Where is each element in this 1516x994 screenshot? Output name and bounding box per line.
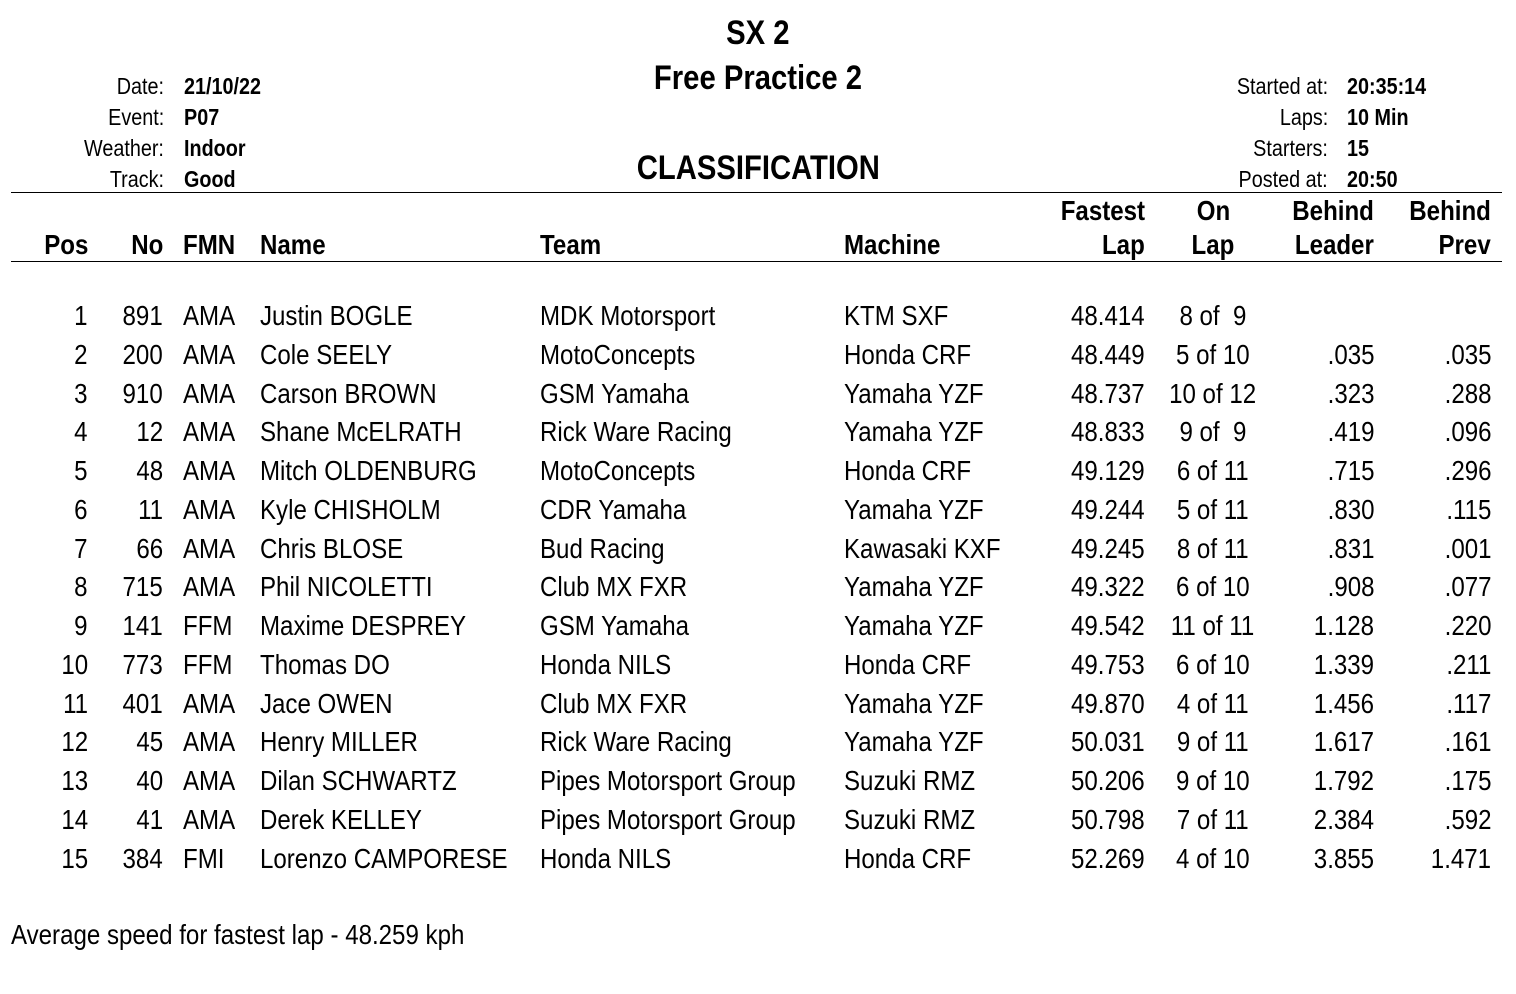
behind-prev-cell: .220 [1444,610,1491,641]
fastest-lap-cell: 49.753 [1071,648,1145,680]
fmn-cell: AMA [183,416,236,448]
behind-leader-cell [1270,296,1374,335]
fmn-cell: AMA [183,455,236,486]
team-cell: Rick Ware Racing [540,416,732,448]
fastest-lap-cell: 49.245 [1071,532,1145,564]
machine-cell: Honda CRF [844,648,972,680]
rider-name-cell: Maxime DESPREY [260,610,467,641]
laps-label: Laps: [1279,104,1328,130]
machine-cell: Yamaha YZF [844,377,984,409]
session-title: Free Practice 2 [653,59,863,97]
number-cell: 200 [122,338,163,370]
average-speed-note: Average speed for fastest lap - 48.259 kph [11,919,465,950]
pos-cell: 12 [61,726,88,758]
behind-leader-cell: 1.792 [1313,765,1374,796]
rider-name-cell: Chris BLOSE [260,532,404,564]
rider-name-cell: Cole SEELY [260,338,393,370]
col-behind-leader-line2: Leader [1295,229,1374,260]
col-fmn: FMN [183,229,236,260]
pos-cell: 2 [74,338,88,370]
pos-cell: 5 [74,455,88,486]
rider-name-cell: Carson BROWN [260,377,437,409]
fastest-lap-cell: 48.414 [1071,300,1145,331]
pos-cell: 8 [74,571,88,603]
team-cell: Honda NILS [540,842,672,874]
team-cell: Honda NILS [540,648,672,680]
behind-leader-cell: 1.456 [1313,687,1374,719]
behind-leader-cell: 1.128 [1313,610,1374,641]
starters-value: 15 [1347,135,1370,161]
on-lap-cell: 7 of 11 [1177,803,1249,835]
fmn-cell: AMA [183,726,236,758]
on-lap-cell: 6 of 11 [1177,455,1249,486]
pos-cell: 6 [74,493,88,525]
posted-value: 20:50 [1347,166,1398,192]
team-cell: MDK Motorsport [540,300,716,331]
number-cell: 11 [137,493,163,525]
behind-prev-cell: .211 [1445,648,1491,680]
number-cell: 401 [122,687,163,719]
fmn-cell: AMA [183,803,236,835]
number-cell: 715 [122,571,163,603]
col-no: No [130,229,163,260]
number-cell: 773 [122,648,163,680]
track-value: Good [184,166,236,192]
started-value: 20:35:14 [1347,73,1427,99]
behind-prev-cell: .288 [1444,377,1491,409]
table-row [0,645,1516,684]
team-cell: CDR Yamaha [540,493,687,525]
pos-cell: 15 [61,842,88,874]
fmn-cell: FMI [183,842,225,874]
team-cell: Club MX FXR [540,687,688,719]
machine-cell: Honda CRF [844,338,972,370]
pos-cell: 4 [74,416,88,448]
pos-cell: 14 [61,803,88,835]
date-label: Date: [116,73,164,99]
team-cell: MotoConcepts [540,338,696,370]
on-lap-cell: 8 of 11 [1177,532,1249,564]
team-cell: MotoConcepts [540,455,696,486]
fmn-cell: AMA [183,300,236,331]
team-cell: GSM Yamaha [540,377,690,409]
behind-prev-cell: .001 [1444,532,1491,564]
number-cell: 141 [122,610,163,641]
team-cell: Pipes Motorsport Group [540,765,796,796]
on-lap-cell: 5 of 11 [1177,493,1249,525]
behind-leader-cell: 1.617 [1313,726,1374,758]
col-fastest-line2: Lap [1102,229,1145,260]
number-cell: 41 [136,803,163,835]
on-lap-cell: 8 of 9 [1179,300,1247,331]
number-cell: 12 [136,416,163,448]
machine-cell: Honda CRF [844,455,972,486]
number-cell: 384 [122,842,163,874]
fmn-cell: AMA [183,377,236,409]
pos-cell: 9 [74,610,88,641]
table-row [0,529,1516,568]
laps-value: 10 Min [1347,104,1409,130]
fmn-cell: AMA [183,493,236,525]
machine-cell: Suzuki RMZ [844,765,976,796]
behind-leader-cell: 3.855 [1313,842,1374,874]
table-row [0,451,1516,490]
fastest-lap-cell: 50.031 [1071,726,1145,758]
machine-cell: Suzuki RMZ [844,803,976,835]
machine-cell: Yamaha YZF [844,687,984,719]
on-lap-cell: 6 of 10 [1176,571,1250,603]
pos-cell: 1 [74,300,88,331]
on-lap-cell: 6 of 10 [1176,648,1250,680]
fastest-lap-cell: 48.449 [1071,338,1145,370]
col-onlap-line1: On [1196,195,1230,226]
behind-prev-cell [1390,296,1491,335]
weather-label: Weather: [84,135,164,161]
col-name: Name [260,229,326,260]
fmn-cell: AMA [183,532,236,564]
pos-cell: 3 [74,377,88,409]
pos-cell: 7 [74,532,88,564]
table-row [0,412,1516,451]
machine-cell: Kawasaki KXF [844,532,1001,564]
fastest-lap-cell: 50.798 [1071,803,1145,835]
started-label: Started at: [1236,73,1328,99]
on-lap-cell: 9 of 11 [1177,726,1249,758]
rider-name-cell: Phil NICOLETTI [260,571,433,603]
team-cell: Bud Racing [540,532,665,564]
pos-cell: 13 [61,765,88,796]
rider-name-cell: Henry MILLER [260,726,418,758]
on-lap-cell: 4 of 10 [1176,842,1250,874]
team-cell: Pipes Motorsport Group [540,803,796,835]
table-row [0,374,1516,413]
col-onlap-line2: Lap [1191,229,1235,260]
table-row [0,335,1516,374]
behind-leader-cell: .908 [1327,571,1374,603]
table-row [0,800,1516,839]
rider-name-cell: Dilan SCHWARTZ [260,765,457,796]
behind-prev-cell: .592 [1444,803,1491,835]
number-cell: 45 [136,726,163,758]
rider-name-cell: Jace OWEN [260,687,393,719]
machine-cell: Yamaha YZF [844,726,984,758]
table-row [0,722,1516,761]
col-behind-prev-line1: Behind [1409,195,1491,226]
fmn-cell: FFM [183,610,233,641]
machine-cell: Yamaha YZF [844,571,984,603]
col-team: Team [540,229,602,260]
series-title: SX 2 [726,14,790,52]
behind-leader-cell: 1.339 [1313,648,1374,680]
table-row [0,296,1516,335]
col-machine: Machine [844,229,941,260]
behind-prev-cell: 1.471 [1430,842,1491,874]
behind-prev-cell: .096 [1444,416,1491,448]
weather-value: Indoor [184,135,246,161]
classification-heading: CLASSIFICATION [636,149,880,187]
on-lap-cell: 11 of 11 [1171,610,1255,641]
behind-prev-cell: .296 [1444,455,1491,486]
rider-name-cell: Justin BOGLE [260,300,413,331]
rider-name-cell: Shane McELRATH [260,416,462,448]
starters-label: Starters: [1253,135,1328,161]
fmn-cell: AMA [183,571,236,603]
table-row [0,490,1516,529]
col-pos: Pos [43,229,88,260]
behind-prev-cell: .115 [1445,493,1491,525]
col-behind-leader-line1: Behind [1292,195,1374,226]
machine-cell: Yamaha YZF [844,416,984,448]
number-cell: 40 [136,765,163,796]
machine-cell: KTM SXF [844,300,949,331]
rider-name-cell: Thomas DO [260,648,390,680]
behind-prev-cell: .175 [1444,765,1491,796]
fmn-cell: AMA [183,687,236,719]
fastest-lap-cell: 50.206 [1071,765,1145,796]
number-cell: 66 [136,532,163,564]
machine-cell: Yamaha YZF [844,493,984,525]
behind-prev-cell: .117 [1445,687,1491,719]
fmn-cell: FFM [183,648,233,680]
machine-cell: Honda CRF [844,842,972,874]
rider-name-cell: Kyle CHISHOLM [260,493,441,525]
rider-name-cell: Lorenzo CAMPORESE [260,842,508,874]
rider-name-cell: Mitch OLDENBURG [260,455,477,486]
fastest-lap-cell: 49.244 [1071,493,1145,525]
header-top-rule [11,192,1502,193]
pos-cell: 10 [61,648,88,680]
table-row [0,606,1516,645]
behind-prev-cell: .077 [1444,571,1491,603]
on-lap-cell: 5 of 10 [1176,338,1250,370]
table-row [0,684,1516,723]
number-cell: 910 [122,377,163,409]
fastest-lap-cell: 49.129 [1071,455,1145,486]
fastest-lap-cell: 49.870 [1071,687,1145,719]
behind-leader-cell: .323 [1327,377,1374,409]
fastest-lap-cell: 49.542 [1071,610,1145,641]
table-row [0,761,1516,800]
behind-leader-cell: .831 [1327,532,1374,564]
posted-label: Posted at: [1238,166,1328,192]
behind-leader-cell: .419 [1327,416,1374,448]
behind-prev-cell: .161 [1444,726,1491,758]
table-row [0,839,1516,878]
fastest-lap-cell: 49.322 [1071,571,1145,603]
behind-prev-cell: .035 [1444,338,1491,370]
event-value: P07 [184,104,220,130]
fastest-lap-cell: 48.833 [1071,416,1145,448]
machine-cell: Yamaha YZF [844,610,984,641]
col-fastest-line1: Fastest [1060,195,1145,226]
team-cell: Club MX FXR [540,571,688,603]
team-cell: Rick Ware Racing [540,726,732,758]
number-cell: 891 [122,300,163,331]
fmn-cell: AMA [183,338,236,370]
track-label: Track: [109,166,164,192]
date-value: 21/10/22 [184,73,261,99]
table-row [0,567,1516,606]
col-behind-prev-line2: Prev [1438,229,1491,260]
event-label: Event: [107,104,164,130]
rider-name-cell: Derek KELLEY [260,803,422,835]
fastest-lap-cell: 52.269 [1071,842,1145,874]
behind-leader-cell: 2.384 [1313,803,1374,835]
fmn-cell: AMA [183,765,236,796]
fastest-lap-cell: 48.737 [1071,377,1145,409]
on-lap-cell: 9 of 10 [1176,765,1250,796]
behind-leader-cell: .035 [1327,338,1374,370]
on-lap-cell: 9 of 9 [1179,416,1247,448]
team-cell: GSM Yamaha [540,610,690,641]
on-lap-cell: 4 of 11 [1177,687,1249,719]
number-cell: 48 [136,455,163,486]
behind-leader-cell: .715 [1327,455,1374,486]
pos-cell: 11 [62,687,88,719]
on-lap-cell: 10 of 12 [1169,377,1257,409]
behind-leader-cell: .830 [1327,493,1374,525]
